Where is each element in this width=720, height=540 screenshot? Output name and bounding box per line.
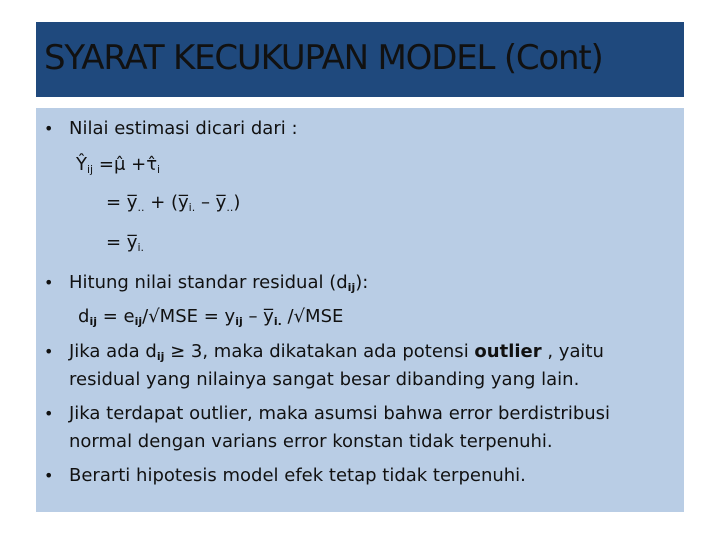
formula-d-t4: – y̅: [242, 306, 274, 327]
bullet-4-line-1: Jika terdapat outlier, maka asumsi bahwa error berdistribusi: [69, 403, 611, 424]
eq3-sub-a: i.: [137, 241, 145, 254]
eq1-lhs: Ŷ: [76, 154, 87, 175]
bullet-symbol: •: [44, 342, 54, 361]
bullet-3-line-1: [69, 341, 604, 363]
bullet-3-line-2: residual yang nilainya sangat besar dibanding yang lain.: [69, 369, 580, 390]
eq2-sub-b: i.: [188, 201, 196, 214]
eq2-part-b: + (y̅: [144, 192, 189, 213]
eq2-part-c: – y̅: [195, 192, 227, 213]
eq1-rhs-sub: i: [157, 163, 161, 176]
equation-2: [106, 192, 240, 214]
bullet-2-text: [69, 272, 368, 294]
bullet-symbol: •: [44, 273, 54, 292]
formula-d-s3: ij: [235, 315, 243, 328]
equation-3: [106, 232, 144, 254]
formula-d-s1: ij: [89, 315, 97, 328]
bullet-3-part-a: Jika ada d: [69, 341, 157, 362]
eq2-sub-c: ..: [226, 201, 234, 214]
bullet-5-text: Berarti hipotesis model efek tetap tidak terpenuhi.: [69, 465, 526, 486]
formula-d-s4: i.: [273, 315, 282, 328]
bullet-2-part-a: Hitung nilai standar residual (d: [69, 272, 348, 293]
slide-title: SYARAT KECUKUPAN MODEL (Cont): [44, 38, 603, 78]
bullet-3-sub: ij: [156, 350, 165, 363]
equation-1: [76, 154, 160, 176]
formula-standardized-residual: [78, 306, 343, 328]
eq2-sub-a: ..: [137, 201, 145, 214]
formula-d-t3: /√MSE = y: [142, 306, 236, 327]
content-box: [36, 108, 684, 512]
bullet-3-part-c: , yaitu: [541, 341, 604, 362]
formula-d-t1: d: [78, 306, 90, 327]
eq1-rhs: =μ̂ +τ̂: [98, 154, 158, 175]
eq1-lhs-sub: ij: [87, 163, 94, 176]
bullet-3-part-b: ≥ 3, maka dikatakan ada potensi: [164, 341, 475, 362]
title-bar: [36, 22, 684, 97]
bullet-2-part-b: ):: [355, 272, 369, 293]
bullet-2-sub: ij: [347, 281, 356, 294]
bullet-symbol: •: [44, 404, 54, 423]
eq2-part-a: = y̅: [106, 192, 138, 213]
bullet-symbol: •: [44, 466, 54, 485]
eq3-part-a: = y̅: [106, 232, 138, 253]
formula-d-t5: /√MSE: [281, 306, 344, 327]
bullet-1-text: Nilai estimasi dicari dari :: [69, 118, 298, 139]
bullet-3-bold-outlier: outlier: [474, 341, 542, 362]
formula-d-t2: = e: [96, 306, 135, 327]
bullet-4-line-2: normal dengan varians error konstan tidak terpenuhi.: [69, 431, 553, 452]
eq2-part-d: ): [233, 192, 241, 213]
formula-d-s2: ij: [134, 315, 143, 328]
bullet-symbol: •: [44, 119, 54, 138]
